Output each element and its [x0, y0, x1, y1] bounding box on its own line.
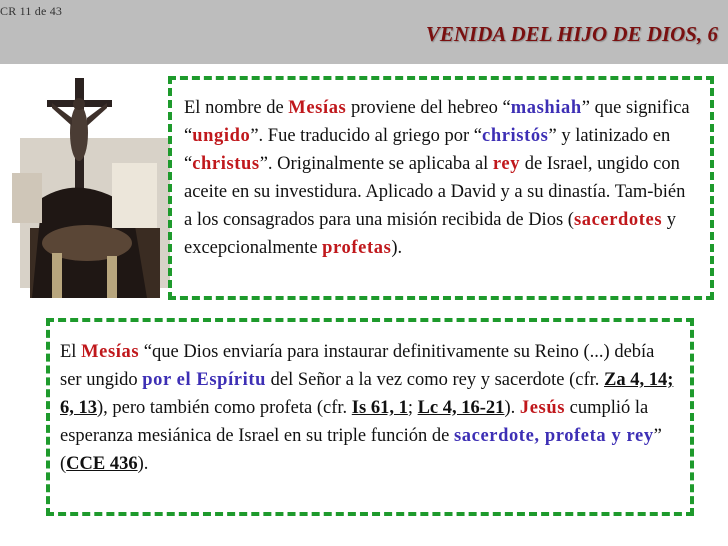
slide-title: VENIDA DEL HIJO DE DIOS, 6 [425, 22, 718, 46]
header-bar [0, 0, 728, 64]
keyword-christus: christus [192, 154, 260, 174]
keyword-triple-funcion: sacerdote, profeta y rey [453, 426, 654, 446]
ref-lucas-link[interactable]: Lc 4, 16-21 [417, 398, 505, 418]
ref-cce-link[interactable]: CCE 436 [66, 454, 138, 474]
keyword-rey: rey [492, 154, 521, 174]
quote-box [46, 318, 694, 516]
keyword-jesus: Jesús [519, 398, 566, 418]
keyword-christos: christós [482, 126, 549, 146]
ref-zacarias-link[interactable]: Za 4, 14; 6, 13 [60, 370, 674, 418]
definition-text: El nombre de Mesías proviene del hebreo “mashiah” que significa “ungido”. Fue traducido al griego por “christós” y latinizado en “christus”. Originalmente se aplicaba al rey de Israel, ungido con aceite en su investidura. Aplicado a David y a su dinastía. Tam-bién a los consagrados para una misión recibida de Dios (sacerdotes y excepcionalmente profetas). [184, 98, 690, 258]
keyword-espiritu: por el Espíritu [142, 370, 267, 390]
keyword-sacerdotes: sacerdotes [573, 210, 663, 230]
keyword-profetas: profetas [322, 238, 392, 258]
quote-text: El Mesías “que Dios enviaría para instaurar definitivamente su Reino (...) debía ser ungido por el Espíritu del Señor a la vez como rey y sacerdote (cfr. Za 4, 14; 6, 13), pero también como profeta (cfr. Is 61, 1; Lc 4, 16-21). Jesús cumplió la esperanza mesiánica de Israel en su triple función de sacerdote, profeta y rey” (CCE 436). [60, 342, 674, 474]
keyword-mesias-2: Mesías [81, 342, 140, 362]
keyword-mesias: Mesías [288, 98, 347, 118]
ref-isaias-link[interactable]: Is 61, 1 [351, 398, 408, 418]
crucifix-photo [12, 78, 172, 298]
keyword-ungido: ungido [192, 126, 251, 146]
definition-box [168, 76, 714, 300]
keyword-mashiah: mashiah [510, 98, 582, 118]
slide-number: CR 11 de 43 [0, 4, 63, 18]
